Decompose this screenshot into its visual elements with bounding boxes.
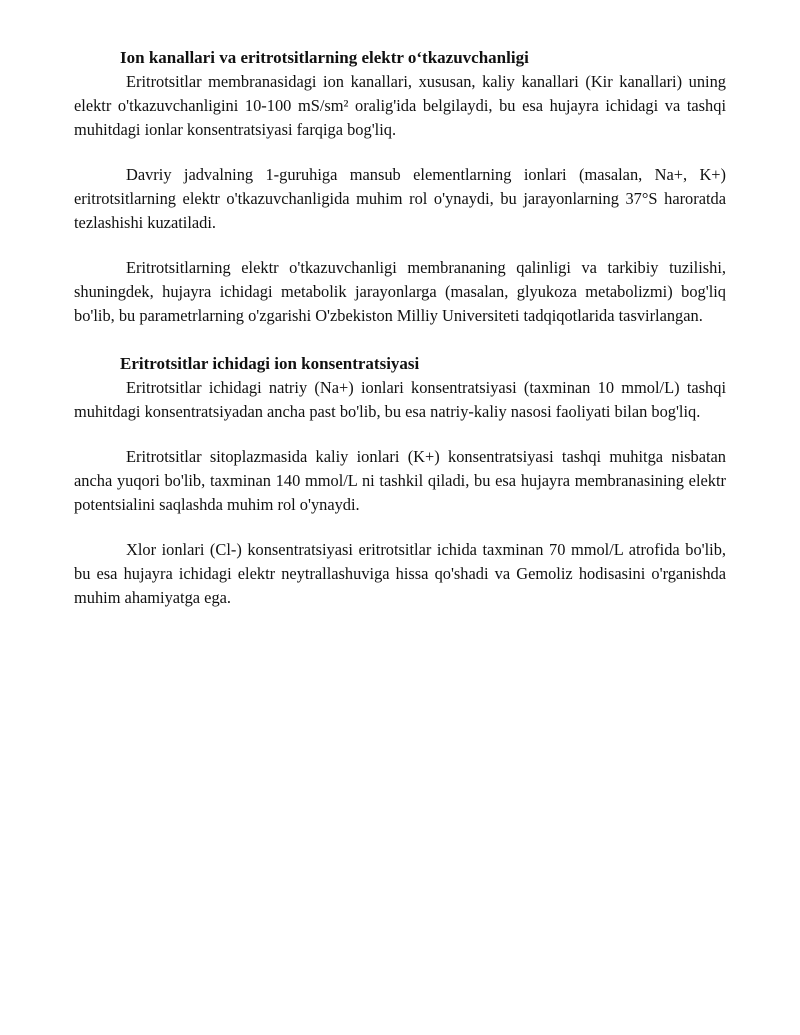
paragraph-ion-channels-2: Davriy jadvalning 1-guruhiga mansub elementlarning ionlari (masalan, Na+, K+) eritrotsitlarning elektr o'tkazuvchanligida muhim rol o'ynaydi, bu jarayonlarning 37°S haroratda tezlashishi kuzatiladi. xyxy=(74,165,726,232)
paragraph-ion-concentration-3: Xlor ionlari (Cl-) konsentratsiyasi eritrotsitlar ichida taxminan 70 mmol/L atrofida bo'lib, bu esa hujayra ichidagi elektr neytrallashuviga hissa qo'shadi va Gemoliz hodisasini o'rganishda muhim ahamiyatga ega. xyxy=(74,540,726,607)
section-heading-ion-channels: Ion kanallari va eritrotsitlarning elektr o‘tkazuvchanligi xyxy=(120,48,529,67)
paragraph-ion-channels-3: Eritrotsitlarning elektr o'tkazuvchanligi membrananing qalinligi va tarkibiy tuzilishi, shuningdek, hujayra ichidagi metabolik jarayonlarga (masalan, glyukoza metabolizmi) bog'liq bo'lib, bu parametrlarning o'zgarishi O'zbekiston Milliy Universiteti tadqiqotlarida tasvirlangan. xyxy=(74,258,726,325)
section-heading-ion-concentration: Eritrotsitlar ichidagi ion konsentratsiyasi xyxy=(120,354,420,373)
paragraph-ion-channels-1: Eritrotsitlar membranasidagi ion kanallari, xususan, kaliy kanallari (Kir kanallari) uning elektr o'tkazuvchanligini 10-100 mS/sm² oralig'ida belgilaydi, bu esa hujayra ichidagi va tashqi muhitdagi ionlar konsentratsiyasi farqiga bog'liq. xyxy=(74,72,726,139)
paragraph-ion-concentration-1: Eritrotsitlar ichidagi natriy (Na+) ionlari konsentratsiyasi (taxminan 10 mmol/L) tashqi muhitdagi konsentratsiyadan ancha past bo'lib, bu esa natriy-kaliy nasosi faoliyati bilan bog'liq. xyxy=(74,378,726,421)
paragraph-ion-concentration-2: Eritrotsitlar sitoplazmasida kaliy ionlari (K+) konsentratsiyasi tashqi muhitga nisbatan ancha yuqori bo'lib, taxminan 140 mmol/L ni tashkil qiladi, bu esa hujayra membranasining elektr potentsialini saqlashda muhim rol o'ynaydi. xyxy=(74,447,726,514)
document-page xyxy=(74,46,726,610)
